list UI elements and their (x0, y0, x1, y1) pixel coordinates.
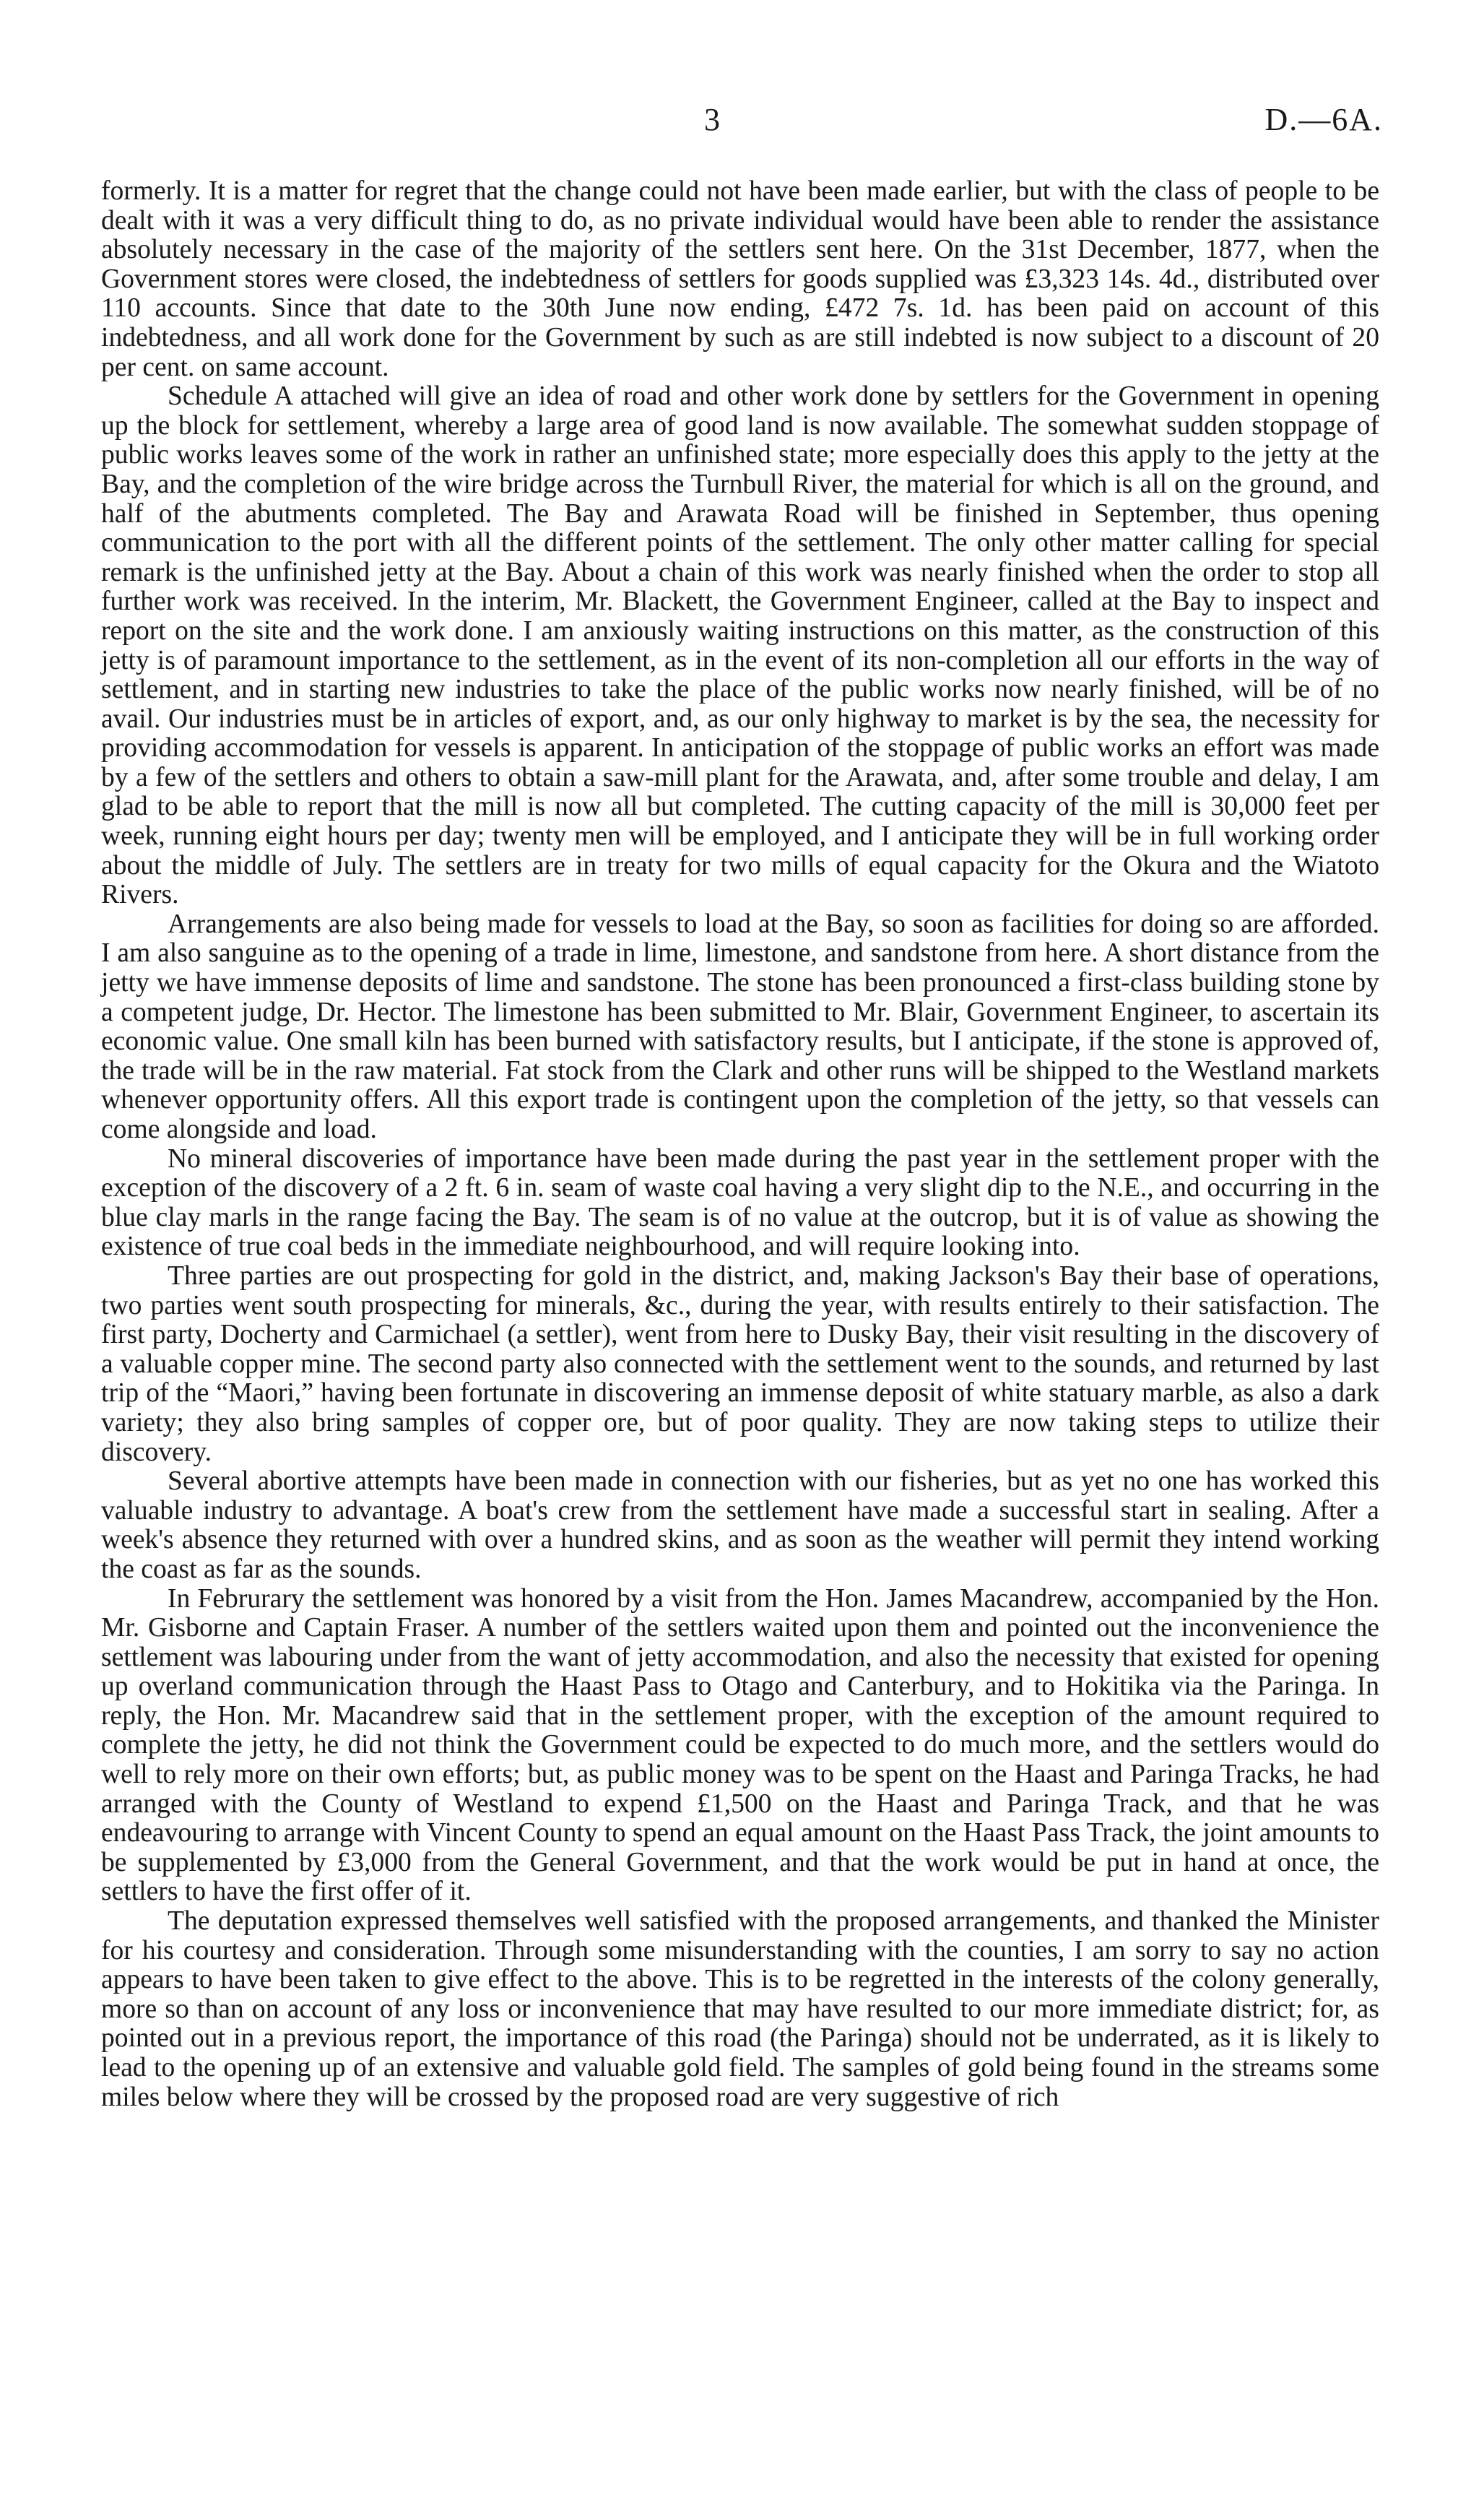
document-reference: D.—6A. (1264, 102, 1383, 137)
paragraph-mineral-discoveries: No mineral discoveries of importance have been made during the past year in the settlement proper with the exception of the discovery of a 2 ft. 6 in. seam of waste coal having a very slight dip to the N.E., and occurring in the blue clay marls in the range facing the Bay. The seam is of no value at the outcrop, but it is of value as showing the existence of true coal beds in the immediate neighbourhood, and will require looking into. (101, 1143, 1379, 1262)
paragraph-ministerial-visit: In Februrary the settlement was honored by a visit from the Hon. James Macandrew, accompanied by the Hon. Mr. Gisborne and Captain Fraser. A number of the settlers waited upon them and pointed out the inconvenience the settlement was labouring under from the want of jetty accommodation, and also the necessity that existed for opening up overland communication through the Haast Pass to Otago and Canterbury, and to Hokitika via the Paringa. In reply, the Hon. Mr. Macandrew said that in the settlement proper, with the exception of the amount required to complete the jetty, he did not think the Government could be expected to do much more, and the settlers would do well to rely more on their own efforts; but, as public money was to be spent on the Haast and Paringa Tracks, he had arranged with the County of Westland to expend £1,500 on the Haast and Paringa Track, and that he was endeavouring to arrange with Vincent County to spend an equal amount on the Haast Pass Track, the joint amounts to be supplemented by £3,000 from the General Government, and that the work would be put in hand at once, the settlers to have the first offer of it. (101, 1583, 1379, 1907)
page-number: 3 (704, 102, 720, 137)
paragraph-export-trade: Arrangements are also being made for vessels to load at the Bay, so soon as facilities for doing so are afforded. I am also sanguine as to the opening of a trade in lime, limestone, and sandstone from here. A short distance from the jetty we have immense deposits of lime and sandstone. The stone has been pronounced a first-class building stone by a competent judge, Dr. Hector. The limestone has been submitted to Mr. Blair, Government Engineer, to ascertain its economic value. One small kiln has been burned with satisfactory results, but I anticipate, if the stone is approved of, the trade will be in the raw material. Fat stock from the Clark and other runs will be shipped to the Westland markets whenever opportunity offers. All this export trade is contingent upon the completion of the jetty, so that vessels can come alongside and load. (101, 909, 1379, 1144)
page-header (0, 101, 1484, 144)
body-text (101, 177, 1379, 2112)
paragraph-public-works: Schedule A attached will give an idea of road and other work done by settlers for the Government in opening up the block for settlement, whereby a large area of good land is now available. The somewhat sudden stoppage of public works leaves some of the work in rather an unfinished state; more especially does this apply to the jetty at the Bay, and the completion of the wire bridge across the Turnbull River, the material for which is all on the ground, and half of the abutments completed. The Bay and Arawata Road will be finished in September, thus opening communication to the port with all the different points of the settlement. The only other matter calling for special remark is the unfinished jetty at the Bay. About a chain of this work was nearly finished when the order to stop all further work was received. In the interim, Mr. Blackett, the Government Engineer, called at the Bay to inspect and report on the site and the work done. I am anxiously waiting instructions on this matter, as the construction of this jetty is of paramount importance to the settlement, as in the event of its non-completion all our efforts in the way of settlement, and in starting new industries to take the place of the public works now nearly finished, will be of no avail. Our industries must be in articles of export, and, as our only highway to market is by the sea, the necessity for providing accommodation for vessels is apparent. In anticipation of the stoppage of public works an effort was made by a few of the settlers and others to obtain a saw-mill plant for the Arawata, and, after some trouble and delay, I am glad to be able to report that the mill is now all but completed. The cutting capacity of the mill is 30,000 feet per week, running eight hours per day; twenty men will be employed, and I anticipate they will be in full working order about the middle of July. The settlers are in treaty for two mills of equal capacity for the Okura and the Wiatoto Rivers. (101, 381, 1379, 910)
paragraph-deputation: The deputation expressed themselves well satisfied with the proposed arrangements, and thanked the Minister for his courtesy and consideration. Through some misunderstanding with the counties, I am sorry to say no action appears to have been taken to give effect to the above. This is to be regretted in the interests of the colony generally, more so than on account of any loss or inconvenience that may have resulted to our more immediate district; for, as pointed out in a previous report, the importance of this road (the Paringa) should not be underrated, as it is likely to lead to the opening up of an extensive and valuable gold field. The samples of gold being found in the streams some miles below where they will be crossed by the proposed road are very suggestive of rich (101, 1906, 1379, 2112)
paragraph-settler-indebtedness: formerly. It is a matter for regret that the change could not have been made earlier, but with the class of people to be dealt with it was a very difficult thing to do, as no private individual would have been able to render the assistance absolutely necessary in the case of the majority of the settlers sent here. On the 31st December, 1877, when the Government stores were closed, the indebtedness of settlers for goods supplied was £3,323 14s. 4d., distributed over 110 accounts. Since that date to the 30th June now ending, £472 7s. 1d. has been paid on account of this indebtedness, and all work done for the Government by such as are still indebted is now subject to a discount of 20 per cent. on same account. (101, 176, 1379, 382)
paragraph-fisheries: Several abortive attempts have been made in connection with our fisheries, but as yet no one has worked this valuable industry to advantage. A boat's crew from the settlement have made a successful start in sealing. After a week's absence they returned with over a hundred skins, and as soon as the weather will permit they intend working the coast as far as the sounds. (101, 1466, 1379, 1584)
paragraph-prospecting-parties: Three parties are out prospecting for gold in the district, and, making Jackson's Bay their base of operations, two parties went south prospecting for minerals, &c., during the year, with results entirely to their satisfaction. The first party, Docherty and Carmichael (a settler), went from here to Dusky Bay, their visit resulting in the discovery of a valuable copper mine. The second party also connected with the settlement went to the sounds, and returned by last trip of the “Maori,” having been fortunate in discovering an immense deposit of white statuary marble, as also a dark variety; they also bring samples of copper ore, but of poor quality. They are now taking steps to utilize their discovery. (101, 1260, 1379, 1467)
